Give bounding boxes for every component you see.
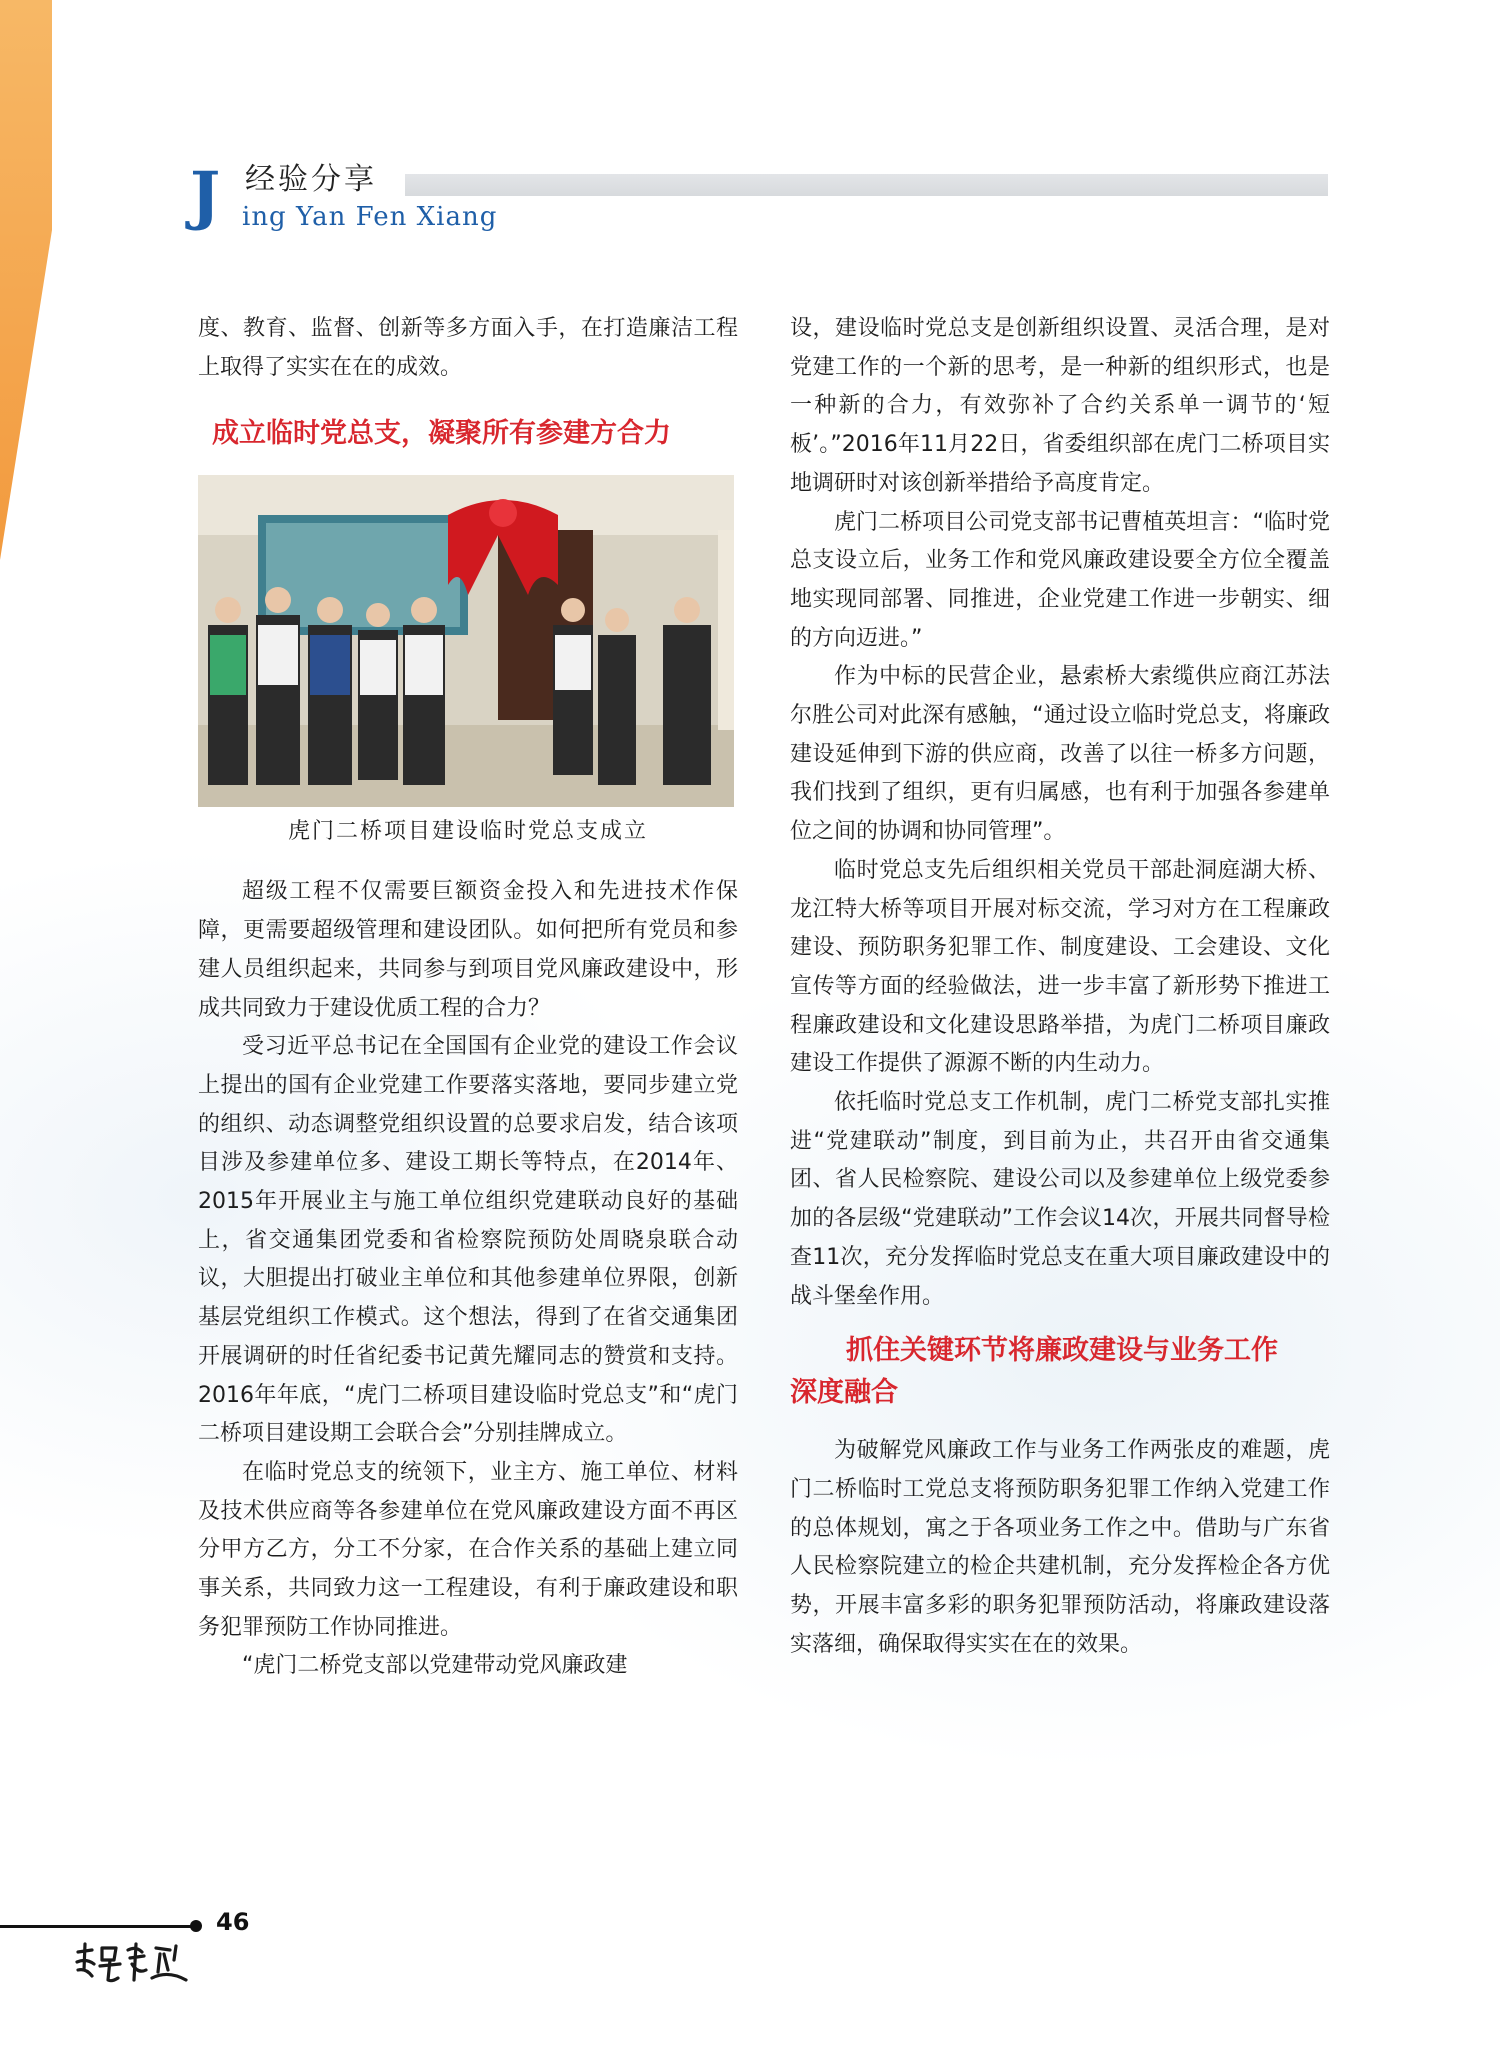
paragraph: 虎门二桥项目公司党支部书记曹植英坦言：“临时党总支设立后，业务工作和党风廉政建设要全方位全覆盖地实现同部署、同推进，企业党建工作进一步朝实、细的方向迈进。” [790, 509, 1330, 651]
paragraph: 受习近平总书记在全国国有企业党的建设工作会议上提出的国有企业党建工作要落实落地，要同步建立党的组织、动态调整党组织设置的总要求启发，结合该项目涉及参建单位多、建设工期长等特点，在2014年、2015年开展业主与施工单位组织党建联动良好的基础上，省交通集团党委和省检察院预防处周晓泉联合动议，大胆提出打破业主单位和其他参建单位界限，创新基层党组织工作模式。这个想法，得到了在省交通集团开展调研的时任省纪委书记黄先耀同志的赞赏和支持。2016年年底，“虎门二桥项目建设临时党总支”和“虎门二桥项目建设期工会联合会”分别挂牌成立。 [198, 1034, 738, 1447]
section-heading: 成立临时党总支，凝聚所有参建方合力 [212, 418, 671, 450]
paragraph: 设，建设临时党总支是创新组织设置、灵活合理，是对党建工作的一个新的思考，是一种新的组织形式，也是一种新的合力，有效弥补了合约关系单一调节的‘短板’。”2016年11月22日，省委组织部在虎门二桥项目实地调研时对该创新举措给予高度肯定。 [790, 316, 1330, 496]
section-heading-line: 深度融合 [790, 1377, 898, 1409]
magazine-logo [72, 1940, 192, 1986]
section-header [190, 160, 1330, 240]
paragraph: 临时党总支先后组织相关党员干部赴洞庭湖大桥、龙江特大桥等项目开展对标交流，学习对方在工程廉政建设、预防职务犯罪工作、制度建设、工会建设、文化宣传等方面的经验做法，进一步丰富了新形势下推进工程廉政建设和文化建设思路举措，为虎门二桥项目廉政建设工作提供了源源不断的内生动力。 [790, 857, 1330, 1077]
paragraph: 度、教育、监督、创新等多方面入手，在打造廉洁工程上取得了实实在在的成效。 [198, 316, 738, 380]
header-bar [405, 174, 1328, 196]
header-initial: J [190, 158, 221, 233]
section-heading-line: 抓住关键环节将廉政建设与业务工作 [846, 1335, 1278, 1367]
right-column [790, 310, 1330, 1665]
paragraph: “虎门二桥党支部以党建带动党风廉政建 [242, 1653, 628, 1679]
paragraph: 作为中标的民营企业，悬索桥大索缆供应商江苏法尔胜公司对此深有感触，“通过设立临时党总支，将廉政建设延伸到下游的供应商，改善了以往一桥多方问题，我们找到了组织，更有归属感，也有利于加强各参建单位之间的协调和协同管理”。 [790, 664, 1330, 845]
footer-dot [190, 1920, 202, 1932]
paragraph: 在临时党总支的统领下，业主方、施工单位、材料及技术供应商等各参建单位在党风廉政建设方面不再区分甲方乙方，分工不分家，在合作关系的基础上建立同事关系，共同致力这一工程建设，有利于廉政建设和职务犯罪预防工作协同推进。 [198, 1459, 738, 1640]
section-title: 经验分享 [245, 162, 377, 197]
section-title-pinyin: ing Yan Fen Xiang [242, 202, 498, 232]
left-column [198, 310, 738, 1686]
paragraph: 超级工程不仅需要巨额资金投入和先进技术作保障，更需要超级管理和建设团队。如何把所有党员和参建人员组织起来，共同参与到项目党风廉政建设中，形成共同致力于建设优质工程的合力？ [198, 879, 738, 1021]
section-heading [790, 1330, 1330, 1414]
ceremony-photo [198, 475, 734, 807]
corner-decoration [0, 0, 60, 560]
photo-caption: 虎门二桥项目建设临时党总支成立 [287, 819, 648, 845]
page-number: 46 [216, 1908, 250, 1936]
paragraph: 依托临时党总支工作机制，虎门二桥党支部扎实推进“党建联动”制度，到目前为止，共召开由省交通集团、省人民检察院、建设公司以及参建单位上级党委参加的各层级“党建联动”工作会议14次，开展共同督导检查11次，充分发挥临时党总支在重大项目廉政建设中的战斗堡垒作用。 [790, 1090, 1330, 1309]
footer-rule [0, 1925, 198, 1928]
paragraph: 为破解党风廉政工作与业务工作两张皮的难题，虎门二桥临时工党总支将预防职务犯罪工作纳入党建工作的总体规划，寓之于各项业务工作之中。借助与广东省人民检察院建立的检企共建机制，充分发挥检企各方优势，开展丰富多彩的职务犯罪预防活动，将廉政建设落实落细，确保取得实实在在的效果。 [790, 1438, 1330, 1657]
